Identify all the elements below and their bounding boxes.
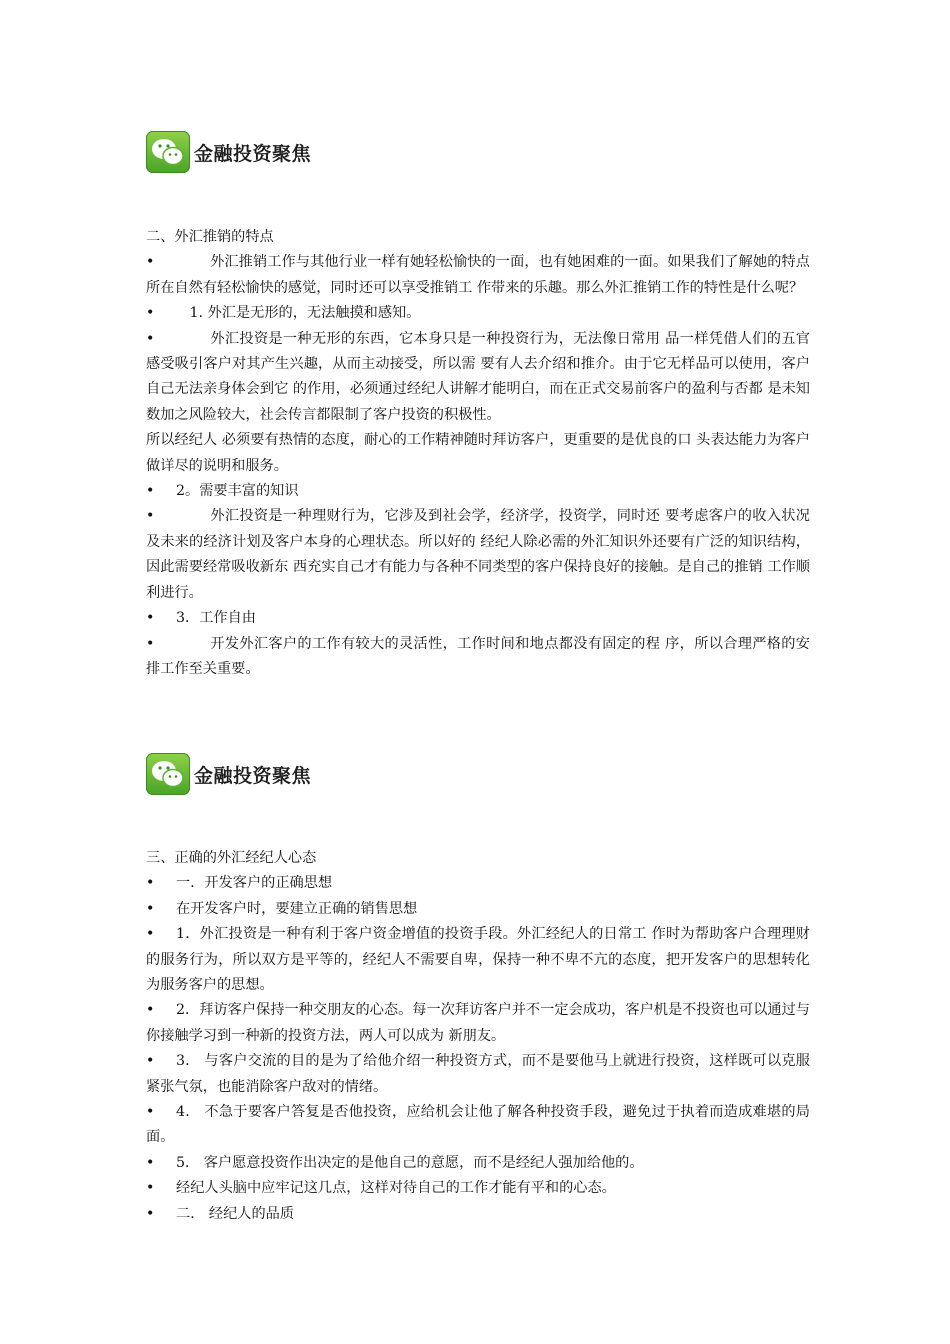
paragraph bbox=[146, 1151, 810, 1176]
bullet: • bbox=[146, 1205, 155, 1222]
section-3 bbox=[146, 846, 810, 1227]
subheading-text: 1. 外汇是无形的，无法触摸和感知。 bbox=[189, 305, 421, 322]
subheading bbox=[146, 606, 810, 631]
bullet: • bbox=[146, 483, 155, 500]
bullet: • bbox=[146, 875, 155, 892]
bullet: • bbox=[146, 305, 155, 322]
subheading bbox=[146, 301, 810, 326]
paragraph bbox=[146, 998, 810, 1049]
brand-name: 金融投资聚焦 bbox=[194, 142, 312, 165]
brand-name: 金融投资聚焦 bbox=[194, 764, 312, 787]
section-title: 二、外汇推销的特点 bbox=[146, 229, 274, 245]
subheading-text: 一．开发客户的正确思想 bbox=[176, 875, 333, 892]
paragraph bbox=[146, 632, 810, 683]
paragraph-text: 外汇投资是一种理财行为，它涉及到社会学，经济学，投资学，同时还 要考虑客户的收入状况及未来的经济计划及客户本身的心理状态。所以好的 经纪人除必需的外汇知识外还要有广泛的知识结构，因此需要经常吸收新东 西充实自己才有能力与各种不同类型的客户保持良好的接触。是自己的推销 工作顺利进行。 bbox=[146, 508, 810, 601]
bullet: • bbox=[146, 508, 155, 525]
section-title: 三、正确的外汇经纪人心态 bbox=[146, 850, 317, 866]
bullet: • bbox=[146, 1053, 155, 1070]
paragraph-text: 2．拜访客户保持一种交朋友的心态。每一次拜访客户并不一定会成功，客户机是不投资也可以通过与你接触学习到一种新的投资方法，两人可以成为 新朋友。 bbox=[146, 1002, 810, 1044]
paragraph bbox=[146, 250, 810, 301]
bullet: • bbox=[146, 610, 155, 627]
bullet: • bbox=[146, 635, 155, 652]
subheading-text: 3．工作自由 bbox=[176, 610, 256, 627]
paragraph: 所以经纪人 必须要有热情的态度，耐心的工作精神随时拜访客户，更重要的是优良的口 头表达能力为客户做详尽的说明和服务。 bbox=[146, 432, 810, 474]
bullet: • bbox=[146, 1002, 155, 1019]
bullet: • bbox=[146, 254, 155, 271]
paragraph bbox=[146, 504, 810, 606]
paragraph bbox=[146, 1049, 810, 1100]
subheading bbox=[146, 479, 810, 504]
wechat-logo-icon bbox=[146, 131, 190, 173]
paragraph bbox=[146, 1100, 810, 1151]
bullet: • bbox=[146, 926, 155, 943]
subheading bbox=[146, 1202, 810, 1227]
paragraph bbox=[146, 922, 810, 998]
paragraph-text: 5． 客户愿意投资作出决定的是他自己的意愿，而不是经纪人强加给他的。 bbox=[176, 1154, 644, 1171]
bullet: • bbox=[146, 1180, 155, 1197]
paragraph-text: 4． 不急于要客户答复是否他投资，应给机会让他了解各种投资手段，避免过于执着而造成难堪的局面。 bbox=[146, 1104, 810, 1146]
paragraph-text: 开发外汇客户的工作有较大的灵活性，工作时间和地点都没有固定的程 序，所以合理严格的安排工作至关重要。 bbox=[146, 635, 810, 677]
paragraph-text: 1．外汇投资是一种有利于客户资金增值的投资手段。外汇经纪人的日常工 作时为帮助客户合理理财的服务行为，所以双方是平等的，经纪人不需要自卑，保持一种不卑不亢的态度，把开发客户的思想转化为服务客户的思想。 bbox=[146, 926, 810, 994]
bullet: • bbox=[146, 1154, 155, 1171]
paragraph-text: 外汇推销工作与其他行业一样有她轻松愉快的一面，也有她困难的一面。如果我们了解她的特点所在自然有轻松愉快的感觉，同时还可以享受推销工 作带来的乐趣。那么外汇推销工作的特性是什么呢？ bbox=[146, 254, 810, 296]
wechat-logo-icon bbox=[146, 753, 190, 795]
subheading bbox=[146, 871, 810, 896]
paragraph-text: 在开发客户时，要建立正确的销售思想 bbox=[176, 900, 418, 917]
paragraph bbox=[146, 1176, 810, 1201]
paragraph-text: 3． 与客户交流的目的是为了给他介绍一种投资方式，而不是要他马上就进行投资，这样既可以克服紧张气氛，也能消除客户敌对的情绪。 bbox=[146, 1053, 810, 1095]
subheading-text: 2。需要丰富的知识 bbox=[176, 483, 299, 500]
section-2 bbox=[146, 225, 810, 682]
bullet: • bbox=[146, 900, 155, 917]
bullet: • bbox=[146, 330, 155, 347]
paragraph bbox=[146, 327, 810, 429]
brand-logo bbox=[146, 752, 326, 796]
bullet: • bbox=[146, 1104, 155, 1121]
brand-logo bbox=[146, 130, 326, 174]
subheading-text: 二． 经纪人的品质 bbox=[176, 1205, 295, 1222]
paragraph bbox=[146, 897, 810, 922]
paragraph-text: 经纪人头脑中应牢记这几点，这样对待自己的工作才能有平和的心态。 bbox=[176, 1180, 616, 1197]
paragraph-text: 外汇投资是一种无形的东西，它本身只是一种投资行为，无法像日常用 品一样凭借人们的五官感受吸引客户对其产生兴趣，从而主动接受，所以需 要有人去介绍和推介。由于它无样品可以使用，客户自己无法亲身体会到它 的作用，必须通过经纪人讲解才能明白，而在正式交易前客户的盈利与否都 是未知数加之风险较大，社会传言都限制了客户投资的积极性。 bbox=[146, 330, 810, 423]
